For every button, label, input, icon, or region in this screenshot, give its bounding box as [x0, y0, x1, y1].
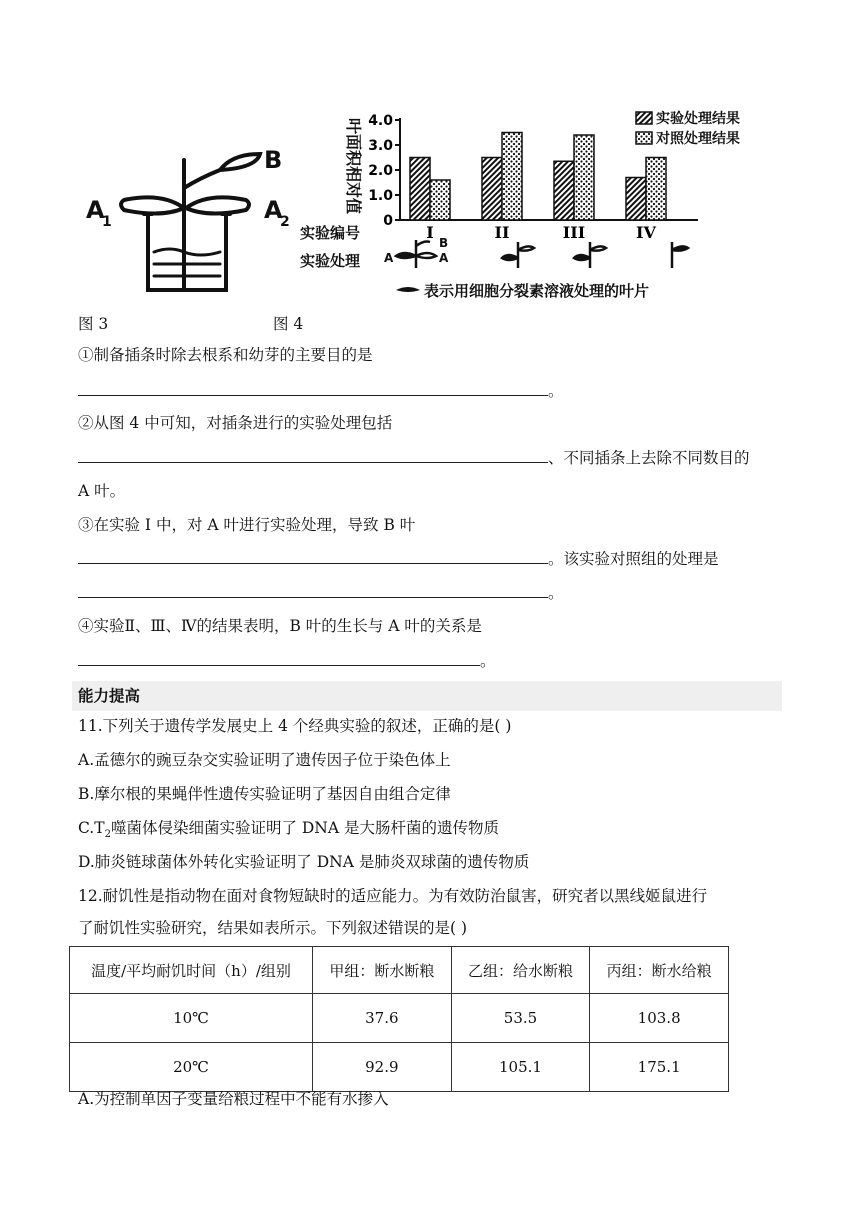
y-axis-label: 叶面积相对值	[344, 118, 363, 215]
treatment-icon-2	[502, 242, 534, 268]
label-a2: A	[264, 196, 283, 224]
legend-swatch-control	[636, 132, 652, 144]
table-cell: 92.9	[313, 1043, 452, 1092]
answer-line-1[interactable]: 。	[78, 380, 564, 401]
question-4: ④实验Ⅱ、Ⅲ、Ⅳ的结果表明，B 叶的生长与 A 叶的关系是	[78, 617, 482, 635]
label-a1: A	[86, 196, 105, 224]
table-cell: 10℃	[70, 994, 313, 1043]
x-category-label: III	[562, 223, 586, 242]
bar-control-2	[502, 133, 522, 221]
q11-option-c[interactable]: $C.T_2$噬菌体侵染细菌实验证明了 DNA 是大肠杆菌的遗传物质	[78, 819, 499, 841]
y-tick-label: 1.0	[368, 188, 393, 204]
table-row	[70, 1043, 729, 1092]
y-tick-label: 4.0	[368, 113, 393, 129]
table-header-cell: 丙组：断水给粮	[590, 947, 729, 994]
label-b: B	[264, 146, 283, 174]
table-cell: 175.1	[590, 1043, 729, 1092]
answer-line-4[interactable]: 。	[78, 650, 496, 671]
x-category-label: IV	[636, 223, 656, 242]
bar-control-4	[646, 158, 666, 221]
note-leaf-icon	[396, 287, 420, 292]
bar-experiment-3	[554, 161, 574, 220]
y-tick-label: 3.0	[368, 138, 393, 154]
q11-option-b[interactable]: B.摩尔根的果蝇伴性遗传实验证明了基因自由组合定律	[78, 785, 451, 803]
q12-option-a[interactable]: A.为控制单因子变量给粮过程中不能有水掺入	[78, 1090, 389, 1108]
row-label-treatment: 实验处理	[300, 252, 361, 270]
table-cell: 20℃	[70, 1043, 313, 1092]
treatment-icon-3	[574, 242, 606, 268]
x-category-label: I	[426, 223, 434, 242]
table-cell: 103.8	[590, 994, 729, 1043]
treatment-label-a: A	[384, 251, 394, 265]
q12-stem-line-2: 了耐饥性实验研究，结果如表所示。下列叙述错误的是( )	[78, 919, 468, 937]
q11-option-a[interactable]: A.孟德尔的豌豆杂交实验证明了遗传因子位于染色体上	[78, 751, 451, 769]
answer-line-3b[interactable]: 。	[78, 582, 564, 603]
question-3: ③在实验 I 中，对 A 叶进行实验处理，导致 B 叶	[78, 516, 416, 534]
question-1: ①制备插条时除去根系和幼芽的主要目的是	[78, 346, 373, 364]
y-tick-label: 2.0	[368, 163, 393, 179]
q11-option-d[interactable]: D.肺炎链球菌体外转化实验证明了 DNA 是肺炎双球菌的遗传物质	[78, 853, 530, 871]
treatment-icon-4	[672, 242, 688, 268]
table-header-cell: 甲组：断水断粮	[313, 947, 452, 994]
x-category-label: II	[494, 223, 510, 242]
legend-swatch-experiment	[636, 112, 652, 124]
table-header-cell: 温度/平均耐饥时间（h）/组别	[70, 947, 313, 994]
table-cell: 37.6	[313, 994, 452, 1043]
table-cell: 105.1	[451, 1043, 590, 1092]
treatment-label-b: B	[439, 236, 449, 250]
question-2-continued: A 叶。	[78, 482, 126, 500]
section-heading: 能力提高	[72, 681, 782, 711]
treatment-label-a2: A	[439, 251, 449, 265]
label-a2-sub: 2	[280, 214, 290, 230]
table-header-row	[70, 947, 729, 994]
bar-experiment-2	[482, 158, 502, 221]
table-cell: 53.5	[451, 994, 590, 1043]
answer-line-3a[interactable]: 。该实验对照组的处理是	[78, 548, 719, 569]
y-tick-label: 0	[383, 213, 393, 229]
treatment-icon-1	[396, 240, 436, 268]
bar-experiment-4	[626, 178, 646, 221]
bar-experiment-1	[410, 158, 430, 221]
figure-3-plant-diagram	[80, 140, 310, 300]
question-2: ②从图 4 中可知，对插条进行的实验处理包括	[78, 414, 393, 432]
q12-table	[69, 946, 729, 1092]
answer-line-2[interactable]: 、不同插条上去除不同数目的	[78, 447, 750, 468]
bar-control-3	[574, 135, 594, 220]
legend-label-experiment: 实验处理结果	[656, 111, 740, 127]
q12-stem-line-1: 12.耐饥性是指动物在面对食物短缺时的适应能力。为有效防治鼠害，研究者以黑线姬鼠进行	[78, 887, 708, 905]
row-label-number: 实验编号	[300, 224, 361, 242]
table-header-cell: 乙组：给水断粮	[451, 947, 590, 994]
figure-4-caption: 图 4	[273, 315, 304, 333]
q11-stem: 11.下列关于遗传学发展史上 4 个经典实验的叙述，正确的是( )	[78, 717, 512, 735]
table-row	[70, 994, 729, 1043]
figure-3-caption: 图 3	[78, 315, 109, 333]
chart-note: 表示用细胞分裂素溶液处理的叶片	[424, 282, 650, 300]
label-a1-sub: 1	[102, 214, 112, 230]
legend-label-control: 对照处理结果	[656, 131, 740, 147]
bar-control-1	[430, 180, 450, 220]
figure-4-bar-chart	[300, 100, 780, 305]
